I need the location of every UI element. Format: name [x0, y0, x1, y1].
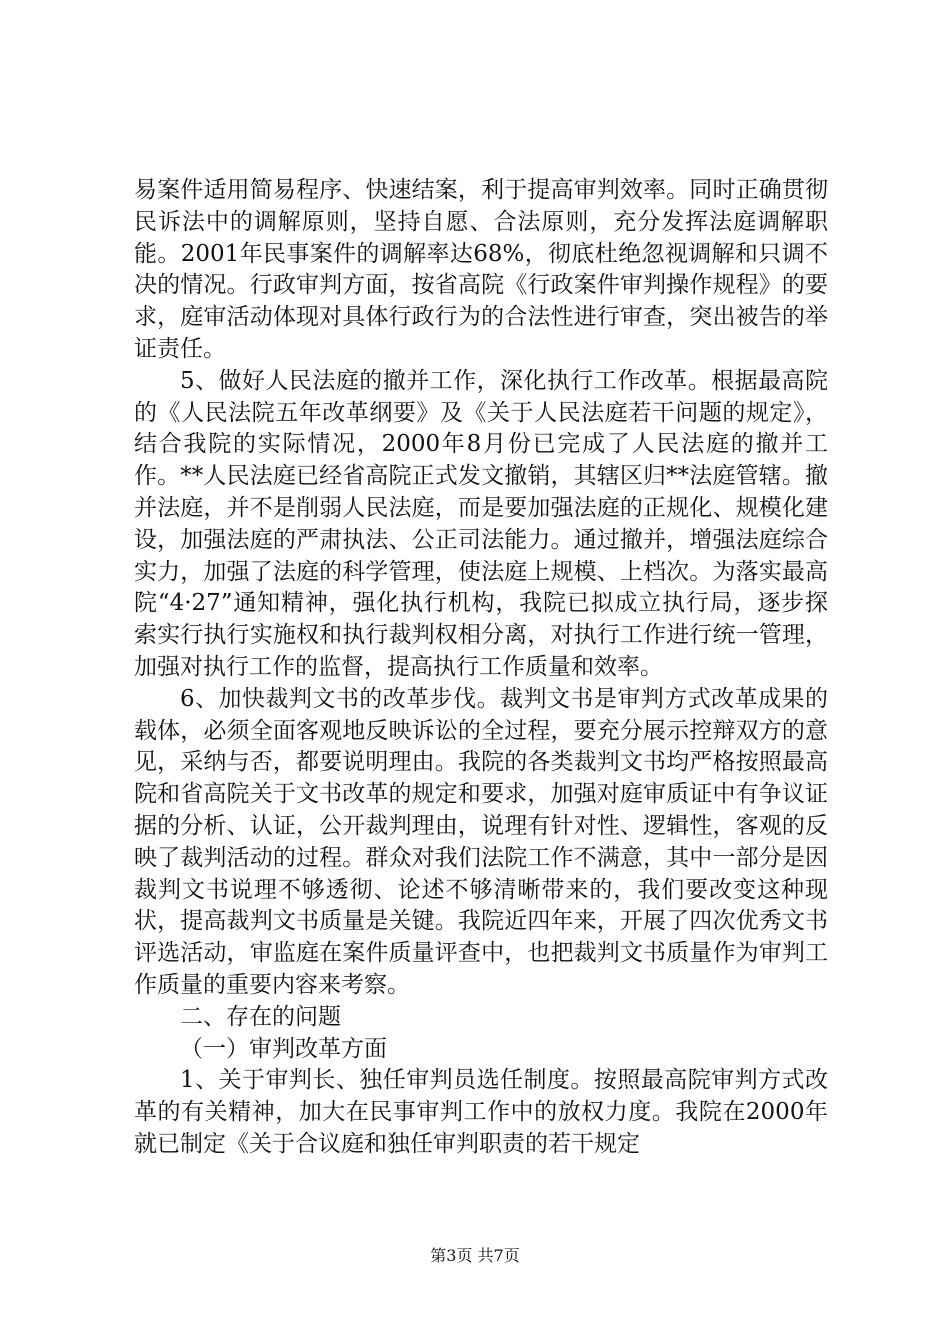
page-footer: 第3页 共7页 — [430, 1246, 520, 1265]
paragraph-3: 6、加快裁判文书的改革步伐。裁判文书是审判方式改革成果的载体，必须全面客观地反映诉讼的全过程，要充分展示控辩双方的意见，采纳与否，都要说明理由。我院的各类裁判文书均严格按照最高院和省高院关于文书改革的规定和要求，加强对庭审质证中有争议证据的分析、认证，公开裁判理由，说理有针对性、逻辑性，客观的反映了裁判活动的过程。群众对我们法院工作不满意，其中一部分是因裁判文书说理不够透彻、论述不够清晰带来的，我们要改变这种现状，提高裁判文书质量是关键。我院近四年来，开展了四次优秀文书评选活动，审监庭在案件质量评查中，也把裁判文书质量作为审判工作质量的重要内容来考察。 — [134, 685, 828, 998]
subsection-heading: （一）审判改革方面 — [180, 1035, 387, 1062]
paragraph-1: 易案件适用简易程序、快速结案，利于提高审判效率。同时正确贯彻民诉法中的调解原则，坚持自愿、合法原则，充分发挥法庭调解职能。2001年民事案件的调解率达68%，彻底杜绝忽视调解和只调不决的情况。行政审判方面，按省高院《行政案件审判操作规程》的要求，庭审活动体现对具体行政行为的合法性进行审查，突出被告的举证责任。 — [134, 177, 828, 362]
document-body — [134, 175, 828, 1161]
paragraph-4: 1、关于审判长、独任审判员选任制度。按照最高院审判方式改革的有关精神，加大在民事审判工作中的放权力度。我院在2000年就已制定《关于合议庭和独任审判职责的若干规定 — [134, 1067, 828, 1157]
section-heading: 二、存在的问题 — [180, 1003, 341, 1030]
paragraph-2: 5、做好人民法庭的撤并工作，深化执行工作改革。根据最高院的《人民法院五年改革纲要》及《关于人民法庭若干问题的规定》，结合我院的实际情况，2000年8月份已完成了人民法庭的撤并工作。**人民法庭已经省高院正式发文撤销，其辖区归**法庭管辖。撤并法庭，并不是削弱人民法庭，而是要加强法庭的正规化、规模化建设，加强法庭的严肃执法、公正司法能力。通过撤并，增强法庭综合实力，加强了法庭的科学管理，使法庭上规模、上档次。为落实最高院“4·27”通知精神，强化执行机构，我院已拟成立执行局，逐步探索实行执行实施权和执行裁判权相分离，对执行工作进行统一管理，加强对执行工作的监督，提高执行工作质量和效率。 — [134, 367, 828, 680]
